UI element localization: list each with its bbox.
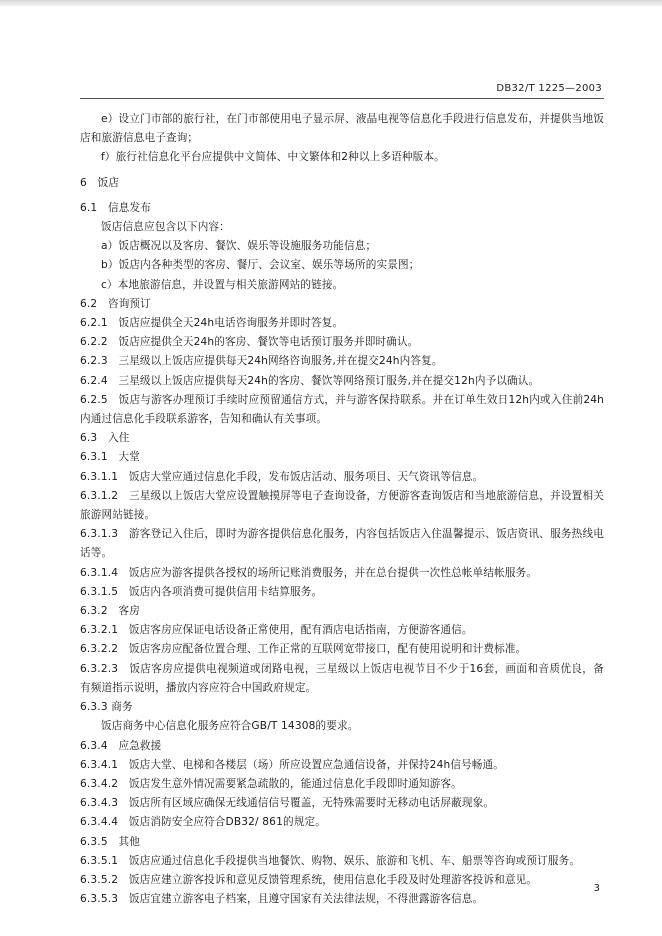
paragraph: 6.3.5.2 饭店应建立游客投诉和意见反馈管理系统，使用信息化手段及时处理游客投诉和意见。	[80, 873, 538, 886]
paragraph: 6.3.1.1 饭店大堂应通过信息化手段，发布饭店活动、服务项目、天气资讯等信息。	[80, 470, 484, 483]
paragraph: 6.3.2.1 饭店客房应保证电话设备正常使用，配有酒店电话指南，方便游客通信。	[80, 624, 473, 637]
paragraph: 6.3.5.1 饭店应通过信息化手段提供当地餐饮、购物、娱乐、旅游和飞机、车、船票等咨询或预订服务。	[80, 854, 581, 867]
paragraph: e）设立门市部的旅行社，在门市部使用电子显示屏、液晶电视等信息化手段进行信息发布，并提供当地饭店和旅游信息电子查询；	[80, 113, 604, 145]
paragraph: 6.2.3 三星级以上饭店应提供每天24h网络咨询服务,并在提交24h内答复。	[80, 355, 443, 368]
section-heading: 6.3.2 客房	[80, 605, 140, 618]
paragraph: 饭店商务中心信息化服务应符合GB/T 14308的要求。	[101, 720, 359, 733]
paragraph: 6.3.2.2 饭店客房应配备位置合理、工作正常的互联网宽带接口，配有使用说明和计费标准。	[80, 643, 527, 656]
paragraph: 6.3.1.2 三星级以上饭店大堂应设置触摸屏等电子查询设备，方便游客查询饭店和当地旅游信息，并设置相关旅游网站链接。	[80, 489, 604, 522]
paragraph: f）旅行社信息化平台应提供中文简体、中文繁体和2种以上多语种版本。	[101, 151, 445, 164]
section-heading: 6.3.5 其他	[80, 835, 140, 848]
document-body	[80, 110, 604, 909]
section-heading: 6.1 信息发布	[80, 201, 152, 214]
section-heading: 6.3.4 应急救援	[80, 739, 162, 752]
paragraph: 6.3.4.2 饭店发生意外情况需要紧急疏散的，能通过信息化手段即时通知游客。	[80, 777, 462, 790]
standard-code: DB32/T 1225—2003	[496, 83, 602, 94]
section-heading: 6.3 入住	[80, 432, 130, 445]
page-number: 3	[593, 883, 600, 894]
paragraph: 6.3.4.3 饭店所有区域应确保无线通信信号覆盖，无特殊需要时无移动电话屏蔽现象。	[80, 797, 495, 810]
paragraph: 6.2.5 饭店与游客办理预订手续时应预留通信方式，并与游客保持联系。并在订单生效日12h内或入住前24h内通过信息化手段联系游客，告知和确认有关事项。	[80, 393, 604, 426]
paragraph: 6.3.2.3 饭店客房应提供电视频道或闭路电视，三星级以上饭店电视节目不少于16套，画面和音质优良，备有频道指示说明，播放内容应符合中国政府规定。	[80, 662, 604, 694]
paragraph: 6.3.4.4 饭店消防安全应符合DB32/ 861的规定。	[80, 816, 326, 829]
paragraph: 6.3.1.4 饭店应为游客提供各授权的场所记账消费服务，并在总台提供一次性总帐单结帐服务。	[80, 566, 538, 579]
paragraph: 饭店信息应包含以下内容：	[101, 221, 230, 234]
paragraph: b）饭店内各种类型的客房、餐厅、会议室、娱乐等场所的实景图；	[101, 259, 420, 272]
paragraph: 6.3.4.1 饭店大堂、电梯和各楼层（场）所应设置应急通信设备，并保持24h信号畅通。	[80, 758, 505, 771]
paragraph: 6.3.1.5 饭店内各项消费可提供信用卡结算服务。	[80, 585, 323, 598]
paragraph: 6.2.1 饭店应提供全天24h电话咨询服务并即时答复。	[80, 317, 344, 330]
header-rule	[80, 98, 604, 99]
paragraph: 6.2.4 三星级以上饭店应提供每天24h的客房、餐饮等网络预订服务,并在提交12h内予以确认。	[80, 374, 540, 387]
section-heading: 6.3.3 商务	[80, 701, 133, 714]
paragraph: 6.3.5.3 饭店宜建立游客电子档案，且遵守国家有关法律法规，不得泄露游客信息。	[80, 893, 484, 906]
section-heading: 6.3.1 大堂	[80, 451, 140, 464]
section-heading: 6 饭店	[80, 176, 120, 189]
paragraph: c）本地旅游信息，并设置与相关旅游网站的链接。	[101, 278, 344, 291]
section-heading: 6.2 咨询预订	[80, 297, 152, 310]
scan-edge-shadow	[0, 0, 662, 6]
paragraph: a）饭店概况以及客房、餐饮、娱乐等设施服务功能信息；	[101, 240, 377, 253]
paragraph: 6.3.1.3 游客登记入住后，即时为游客提供信息化服务，内容包括饭店入住温馨提示、饭店资讯、服务热线电话等。	[80, 528, 604, 560]
paragraph: 6.2.2 饭店应提供全天24h的客房、餐饮等电话预订服务并即时确认。	[80, 336, 419, 349]
